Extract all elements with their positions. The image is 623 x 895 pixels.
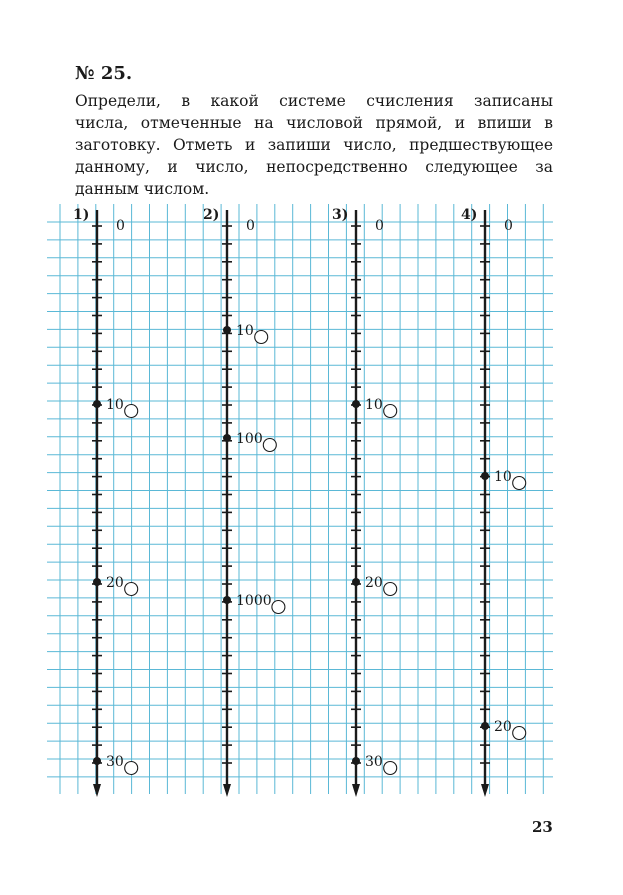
mark-value-label: 20 (106, 575, 124, 591)
task-text-line-3: заготовку. Отметь и запиши число, предшествующее (75, 136, 553, 154)
answer-circle[interactable] (513, 477, 526, 490)
marked-point (481, 472, 489, 480)
answer-circle[interactable] (272, 601, 285, 614)
task-text-line-4: данному, и число, непосредственно следующее за (75, 158, 553, 176)
axis-arrow-icon (352, 784, 360, 797)
task-text-line-5: данным числом. (75, 180, 210, 198)
task-text-line-2: числа, отмеченные на числовой прямой, и впиши в (75, 114, 553, 132)
number-line-label: 1) (73, 207, 90, 223)
marked-point (223, 596, 231, 604)
number-line-label: 4) (461, 207, 478, 223)
marked-point (352, 578, 360, 586)
marked-point (93, 400, 101, 408)
answer-circle[interactable] (384, 583, 397, 596)
answer-circle[interactable] (255, 331, 268, 344)
number-lines (73, 207, 526, 797)
mark-value-label: 0 (246, 218, 255, 234)
axis-arrow-icon (481, 784, 489, 797)
marked-point (223, 326, 231, 334)
mark-value-label: 0 (116, 218, 125, 234)
mark-value-label: 100 (236, 431, 263, 447)
grid-lines (47, 204, 553, 794)
mark-value-label: 10 (106, 397, 124, 413)
mark-value-label: 10 (365, 397, 383, 413)
marked-point (223, 434, 231, 442)
answer-circle[interactable] (384, 762, 397, 775)
marked-point (93, 757, 101, 765)
answer-circle[interactable] (125, 583, 138, 596)
mark-value-label: 20 (365, 575, 383, 591)
mark-value-label: 0 (504, 218, 513, 234)
answer-circle[interactable] (513, 727, 526, 740)
mark-value-label: 20 (494, 719, 512, 735)
axis-arrow-icon (223, 784, 231, 797)
answer-circle[interactable] (125, 405, 138, 418)
answer-circle[interactable] (125, 762, 138, 775)
number-line-label: 3) (332, 207, 349, 223)
task-text-line-1: Определи, в какой системе счисления записаны (75, 92, 553, 110)
number-line-label: 2) (203, 207, 220, 223)
axis-arrow-icon (93, 784, 101, 797)
mark-value-label: 10 (494, 469, 512, 485)
mark-value-label: 30 (365, 754, 383, 770)
number-line-2 (203, 207, 285, 797)
number-line-4 (461, 207, 526, 797)
marked-point (352, 757, 360, 765)
marked-point (93, 578, 101, 586)
mark-value-label: 0 (375, 218, 384, 234)
page-number: 23 (532, 818, 553, 836)
mark-value-label: 30 (106, 754, 124, 770)
mark-value-label: 10 (236, 323, 254, 339)
number-line-1 (73, 207, 138, 797)
marked-point (352, 400, 360, 408)
answer-circle[interactable] (384, 405, 397, 418)
task-number: № 25. (75, 63, 133, 84)
marked-point (481, 722, 489, 730)
answer-circle[interactable] (263, 439, 276, 452)
mark-value-label: 1000 (236, 593, 272, 609)
